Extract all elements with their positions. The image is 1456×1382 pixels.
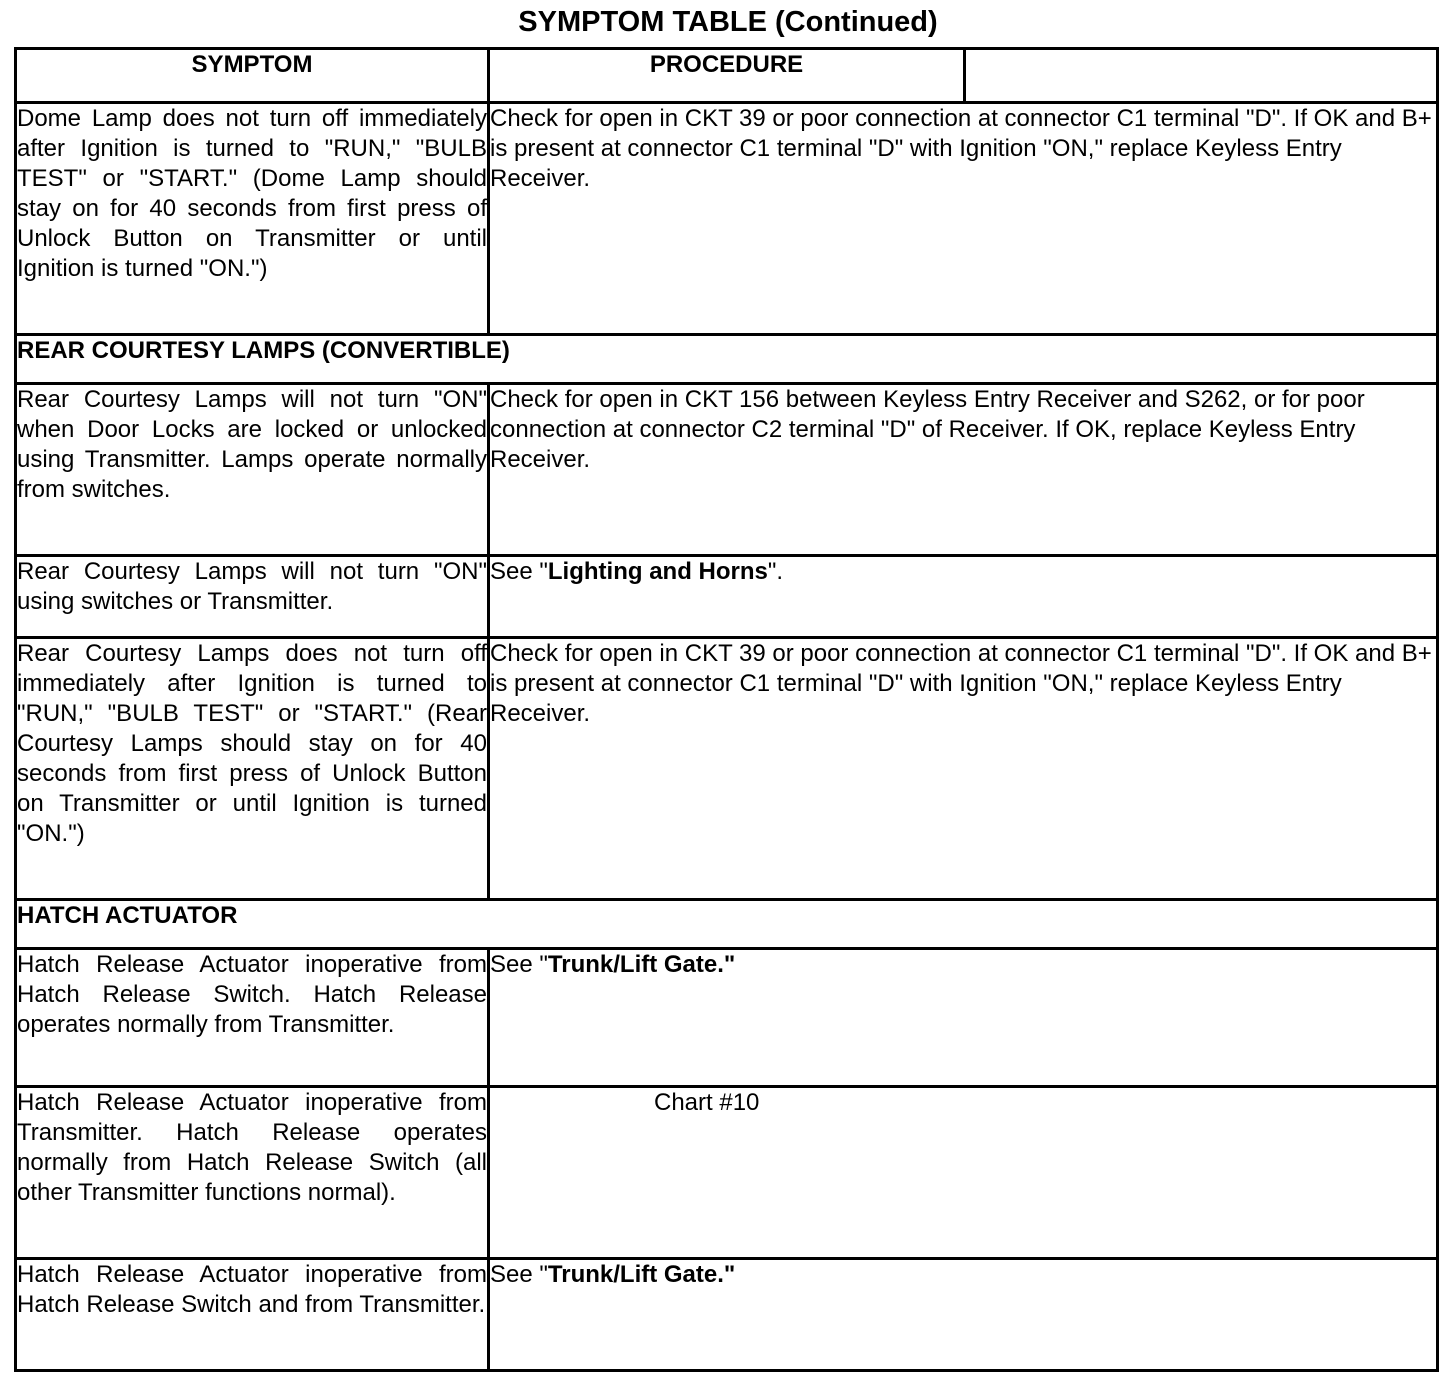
procedure-cell xyxy=(489,1087,1438,1259)
cross-reference-link: Lighting and Horns xyxy=(547,558,768,585)
symptom-cell: Hatch Release Actuator inoperative from Hatch Release Switch. Hatch Release operates normally from Transmitter. xyxy=(16,949,489,1087)
table-row xyxy=(16,384,1438,556)
procedure-prefix: See " xyxy=(490,1261,548,1288)
symptom-cell: Dome Lamp does not turn off immediately after Ignition is turned to "RUN," "BULB TEST" or "START." (Dome Lamp should stay on for 40 seconds from first press of Unlock Button on Transmitter or until Ignition is turned "ON.") xyxy=(16,103,489,335)
symptom-cell: Rear Courtesy Lamps will not turn "ON" using switches or Transmitter. xyxy=(16,556,489,638)
table-row xyxy=(16,556,1438,638)
page-title: SYMPTOM TABLE (Continued) xyxy=(518,6,938,38)
procedure-cell: Check for open in CKT 39 or poor connection at connector C1 terminal "D". If OK and B+ is present at connector C1 terminal "D" with Ignition "ON," replace Keyless Entry Receiver. xyxy=(489,638,1438,900)
section-title-rear-courtesy-lamps: REAR COURTESY LAMPS (CONVERTIBLE) xyxy=(16,335,1438,384)
symptom-cell: Rear Courtesy Lamps will not turn "ON" when Door Locks are locked or unlocked using Transmitter. Lamps operate normally from switches. xyxy=(16,384,489,556)
symptom-cell: Rear Courtesy Lamps does not turn off immediately after Ignition is turned to "RUN," "BULB TEST" or "START." (Rear Courtesy Lamps should stay on for 40 seconds from first press of Unlock Button on Transmitter or until Ignition is turned "ON.") xyxy=(16,638,489,900)
table-row xyxy=(16,949,1438,1087)
symptom-cell: Hatch Release Actuator inoperative from Hatch Release Switch and from Transmitter. xyxy=(16,1259,489,1371)
procedure-cell xyxy=(489,949,1438,1087)
table-row xyxy=(16,638,1438,900)
section-title-hatch-actuator: HATCH ACTUATOR xyxy=(16,900,1438,949)
procedure-header: PROCEDURE xyxy=(489,49,965,103)
procedure-cell: Check for open in CKT 39 or poor connection at connector C1 terminal "D". If OK and B+ is present at connector C1 terminal "D" with Ignition "ON," replace Keyless Entry Receiver. xyxy=(489,103,1438,335)
section-row xyxy=(16,335,1438,384)
symptom-cell: Hatch Release Actuator inoperative from Transmitter. Hatch Release operates normally from Hatch Release Switch (all other Transmitter functions normal). xyxy=(16,1087,489,1259)
table-row xyxy=(16,1087,1438,1259)
cross-reference-link: Trunk/Lift Gate." xyxy=(547,951,736,978)
procedure-prefix: See " xyxy=(490,951,548,978)
procedure-cell: Check for open in CKT 156 between Keyless Entry Receiver and S262, or for poor connection at connector C2 terminal "D" of Receiver. If OK, replace Keyless Entry Receiver. xyxy=(489,384,1438,556)
procedure-prefix: See " xyxy=(490,558,548,585)
blank-header xyxy=(965,49,1438,103)
table-row xyxy=(16,103,1438,335)
cross-reference-link: Trunk/Lift Gate." xyxy=(547,1261,736,1288)
procedure-cell xyxy=(489,556,1438,638)
procedure-suffix: ". xyxy=(767,558,784,585)
table-row xyxy=(16,1259,1438,1371)
procedure-cell xyxy=(489,1259,1438,1371)
symptom-table xyxy=(14,47,1439,1372)
symptom-header: SYMPTOM xyxy=(16,49,489,103)
header-row xyxy=(16,49,1438,103)
chart-reference: Chart #10 xyxy=(654,1089,760,1116)
section-row xyxy=(16,900,1438,949)
